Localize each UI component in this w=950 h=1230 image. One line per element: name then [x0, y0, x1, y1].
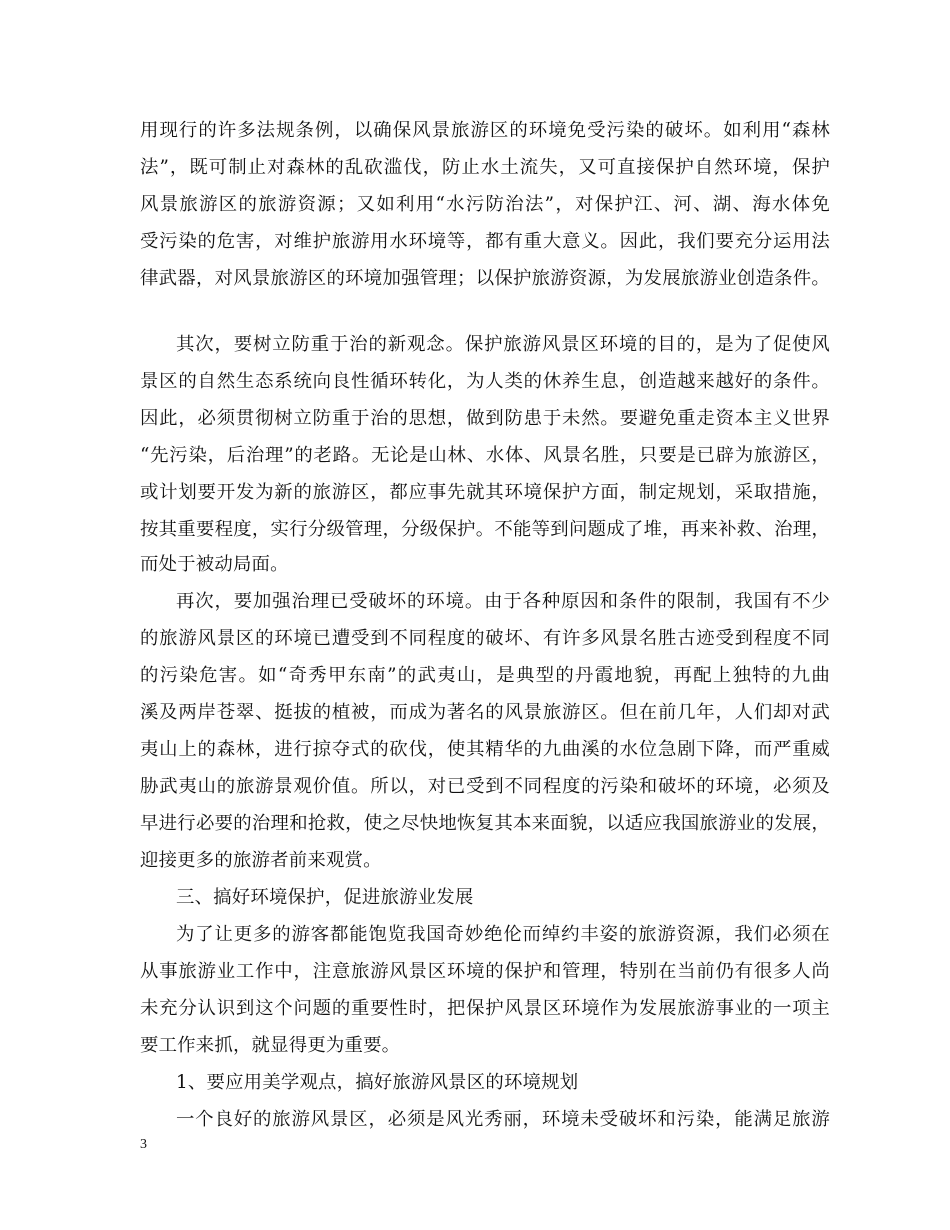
text-line: 受污染的危害，对维护旅游用水环境等，都有重大意义。因此，我们要充分运用法 [140, 231, 830, 252]
paragraph-last-line: 要工作来抓，就显得更为重要。 [140, 1035, 401, 1056]
text-line: 法”，既可制止对森林的乱砍滥伐，防止水土流失，又可直接保护自然环境，保护 [140, 157, 830, 178]
text-line: 的旅游风景区的环境已遭受到不同程度的破坏、有许多风景名胜古迹受到程度不同 [140, 628, 830, 649]
text-line: 夷山上的森林，进行掠夺式的砍伐，使其精华的九曲溪的水位急剧下降，而严重威 [140, 739, 830, 760]
paragraph-last-line: 迎接更多的旅游者前来观赏。 [140, 850, 382, 871]
text-line: 因此，必须贯彻树立防重于治的思想，做到防患于未然。要避免重走资本主义世界 [140, 408, 830, 429]
text-line: 的污染危害。如“奇秀甲东南”的武夷山，是典型的丹霞地貌，再配上独特的九曲 [140, 665, 830, 686]
text-line: 景区的自然生态系统向良性循环转化，为人类的休养生息，创造越来越好的条件。 [140, 371, 830, 392]
subsection-heading: 1、要应用美学观点，搞好旅游风景区的环境规划 [176, 1072, 579, 1093]
text-line: 用现行的许多法规条例，以确保风景旅游区的环境免受污染的破坏。如利用“森林 [140, 120, 830, 141]
text-line: “先污染，后治理”的老路。无论是山林、水体、风景名胜，只要是已辟为旅游区， [140, 445, 830, 466]
paragraph-first-line: 再次，要加强治理已受破坏的环境。由于各种原因和条件的限制，我国有不少 [176, 591, 830, 612]
section-heading: 三、搞好环境保护，促进旅游业发展 [176, 887, 474, 908]
paragraph-last-line: 而处于被动局面。 [140, 554, 289, 575]
text-line: 从事旅游业工作中，注意旅游风景区环境的保护和管理，特别在当前仍有很多人尚 [140, 961, 830, 982]
page-number: 3 [140, 1137, 147, 1152]
paragraph-first-line: 为了让更多的游客都能饱览我国奇妙绝伦而绰约丰姿的旅游资源，我们必须在 [176, 924, 830, 945]
text-line: 律武器，对风景旅游区的环境加强管理；以保护旅游资源，为发展旅游业创造条件。 [140, 268, 830, 289]
text-line: 按其重要程度，实行分级管理，分级保护。不能等到问题成了堆，再来补救、治理， [140, 519, 830, 540]
text-line: 或计划要开发为新的旅游区，都应事先就其环境保护方面，制定规划，采取措施， [140, 482, 830, 503]
paragraph-first-line: 一个良好的旅游风景区，必须是风光秀丽，环境未受破坏和污染，能满足旅游 [176, 1109, 830, 1130]
text-line: 风景旅游区的旅游资源；又如利用“水污防治法”，对保护江、河、湖、海水体免 [140, 194, 830, 215]
text-line: 胁武夷山的旅游景观价值。所以，对已受到不同程度的污染和破坏的环境，必须及 [140, 776, 830, 797]
text-line: 未充分认识到这个问题的重要性时，把保护风景区环境作为发展旅游事业的一项主 [140, 998, 830, 1019]
text-line: 早进行必要的治理和抢救，使之尽快地恢复其本来面貌，以适应我国旅游业的发展， [140, 813, 830, 834]
paragraph-first-line: 其次，要树立防重于治的新观念。保护旅游风景区环境的目的，是为了促使风 [176, 334, 830, 355]
text-line: 溪及两岸苍翠、挺拔的植被，而成为著名的风景旅游区。但在前几年，人们却对武 [140, 702, 830, 723]
